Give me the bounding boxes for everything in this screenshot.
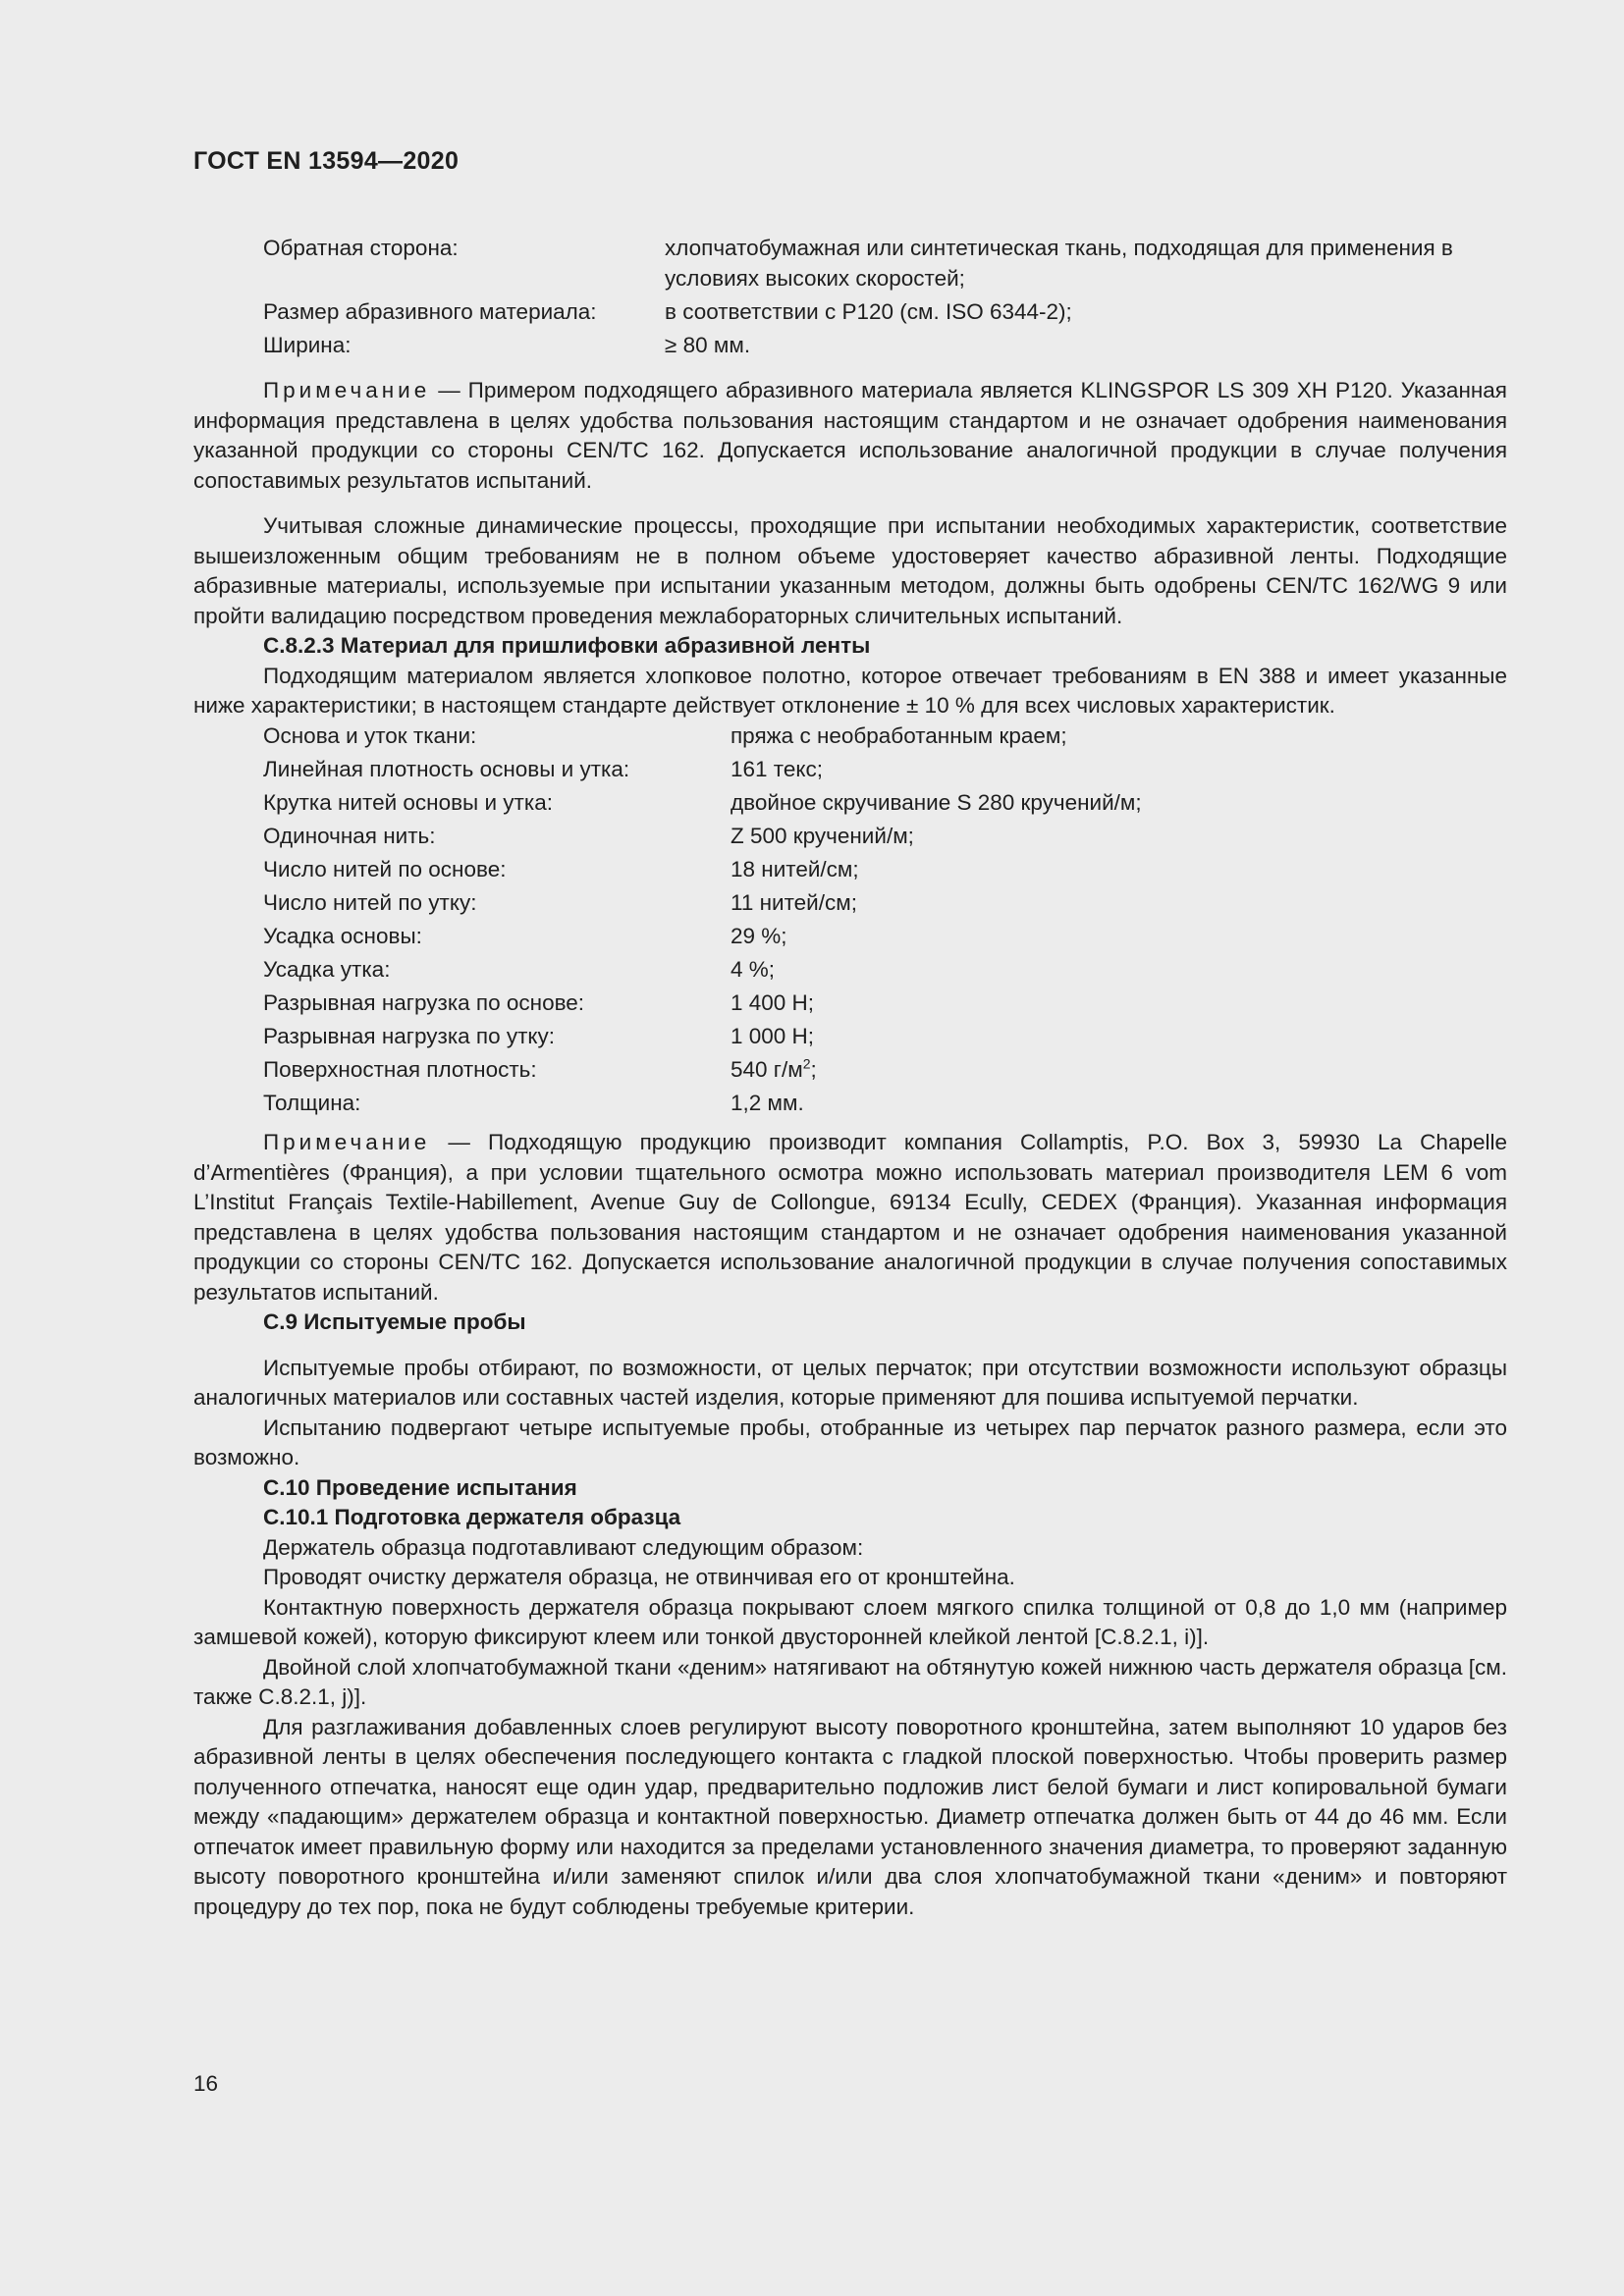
note-text: — Примером подходящего абразивного материала является KLINGSPOR LS 309 XH P120. Указанная информация представлена в целях удобства пользования настоящим стандартом и не означает одобрения наименования указанной продукции со стороны CEN/TC 162. Допускается использование аналогичной продукции в случае получения сопоставимых результатов испытаний. — [193, 378, 1507, 493]
spec-key: Поверхностная плотность: — [263, 1056, 537, 1082]
spec-key: Обратная сторона: — [263, 236, 459, 260]
spec-value: двойное скручивание S 280 кручений/м; — [731, 789, 1142, 815]
spec-value: хлопчатобумажная или синтетическая ткань, подходящая для применения в условиях высоких скоростей; — [665, 236, 1453, 291]
spec-key: Основа и уток ткани: — [263, 722, 477, 748]
value-text: 540 г/м — [731, 1056, 803, 1082]
spec-key: Разрывная нагрузка по утку: — [263, 1023, 556, 1048]
section-heading-c10: С.10 Проведение испытания — [263, 1474, 577, 1500]
spec-key: Разрывная нагрузка по основе: — [263, 989, 585, 1015]
section-text-c101-4: Двойной слой хлопчатобумажной ткани «деним» натягивают на обтянутую кожей нижнюю часть держателя образца [см. также С.8.2.1, j)]. — [193, 1654, 1507, 1709]
spec-key: Крутка нитей основы и утка: — [263, 789, 553, 815]
page-content — [193, 234, 1507, 1922]
spec-value: в соответствии с Р120 (см. ISO 6344-2); — [665, 298, 1072, 324]
spec-value: 11 нитей/см; — [731, 889, 857, 915]
spec-value: 29 %; — [731, 923, 787, 948]
note-abrasive — [193, 376, 1507, 496]
spec-key: Усадка основы: — [263, 923, 422, 948]
note-label: Примечание — [263, 378, 431, 402]
spec-key: Число нитей по утку: — [263, 889, 477, 915]
spec-key: Усадка утка: — [263, 956, 391, 982]
section-heading-c823: С.8.2.3 Материал для пришлифовки абразивной ленты — [263, 633, 871, 658]
spec-value: ≥ 80 мм. — [665, 332, 751, 357]
note-producer — [193, 1128, 1507, 1308]
spec-value: 18 нитей/см; — [731, 856, 859, 881]
spec-value: 1,2 мм. — [731, 1090, 804, 1115]
spec-value: пряжа с необработанным краем; — [731, 722, 1067, 748]
section-text-c9-1: Испытуемые пробы отбирают, по возможности, от целых перчаток; при отсутствии возможности используют образцы аналогичных материалов или составных частей изделия, которые применяют для пошива испытуемой перчатки. — [193, 1355, 1507, 1410]
note-text: — Подходящую продукцию производит компания Collamptis, P.O. Box 3, 59930 La Chapelle d’Armentières (Франция), а при условии тщательного осмотра можно использовать материал производителя LEM 6 vom L’Institut Français Textile-Habillement, Avenue Guy de Collongue, 69134 Ecully, CEDEX (Франция). Указанная информация представлена в целях удобства пользования настоящим стандартом и не означает одобрения наименования указанной продукции со стороны CEN/TC 162. Допускается использование аналогичной продукции в случае получения сопоставимых результатов испытаний. — [193, 1130, 1507, 1305]
spec-value: 1 000 Н; — [731, 1023, 815, 1048]
section-heading-c101: С.10.1 Подготовка держателя образца — [263, 1505, 681, 1529]
value-suffix: ; — [810, 1056, 817, 1082]
backing-spec-list — [263, 234, 1507, 360]
spec-value: 1 400 Н; — [731, 989, 815, 1015]
section-text-c101-5: Для разглаживания добавленных слоев регулируют высоту поворотного кронштейна, затем выполняют 10 ударов без абразивной ленты в целях обеспечения последующего контакта с гладкой плоской поверхностью. Чтобы проверить размер полученного отпечатка, наносят еще один удар, предварительно подложив лист белой бумаги и лист копировальной бумаги между «падающим» держателем образца и контактной поверхностью. Диаметр отпечатка должен быть от 44 до 46 мм. Если отпечаток имеет правильную форму или находится за пределами установленного значения диаметра, то проверяют заданную высоту поворотного кронштейна и/или заменяют спилок и/или два слоя хлопчатобумажной ткани «деним» и повторяют процедуру до тех пор, пока не будут соблюдены требуемые критерии. — [193, 1714, 1507, 1919]
spec-key: Линейная плотность основы и утка: — [263, 756, 630, 781]
superscript: 2 — [802, 1055, 811, 1071]
document-header: ГОСТ EN 13594—2020 — [193, 147, 460, 175]
spec-value — [731, 1055, 1507, 1086]
spec-value: 4 %; — [731, 956, 776, 982]
fabric-spec-list — [263, 721, 1507, 1119]
section-text-c101-1: Держатель образца подготавливают следующим образом: — [263, 1534, 864, 1560]
spec-key: Размер абразивного материала: — [263, 298, 597, 324]
section-text-c101-3: Контактную поверхность держателя образца покрывают слоем мягкого спилка толщиной от 0,8 до 1,0 мм (например замшевой кожей), которую фиксируют клеем или тонкой двусторонней клейкой лентой [С.8.2.1, i)]. — [193, 1594, 1507, 1649]
spec-key: Ширина: — [263, 332, 352, 357]
section-text-c823: Подходящим материалом является хлопковое полотно, которое отвечает требованиям в EN 388 и имеет указанные ниже характеристики; в настоящем стандарте действует отклонение ± 10 % для всех числовых характеристик. — [193, 663, 1507, 718]
section-text-c101-2: Проводят очистку держателя образца, не отвинчивая его от кронштейна. — [263, 1565, 1015, 1589]
section-text-c9-2: Испытанию подвергают четыре испытуемые пробы, отобранные из четырех пар перчаток разного размера, если это возможно. — [193, 1415, 1507, 1469]
page-number: 16 — [193, 2071, 219, 2096]
spec-key: Толщина: — [263, 1090, 361, 1115]
paragraph-dynamic-processes: Учитывая сложные динамические процессы, проходящие при испытании необходимых характеристик, соответствие вышеизложенным общим требованиям не в полном объеме удостоверяет качество абразивной ленты. Подходящие абразивные материалы, используемые при испытании указанным методом, должны быть одобрены CEN/TC 162/WG 9 или пройти валидацию посредством проведения межлабораторных сличительных испытаний. — [193, 513, 1507, 628]
note-label: Примечание — [263, 1130, 431, 1154]
section-heading-c9: С.9 Испытуемые пробы — [263, 1309, 526, 1334]
spec-value: 161 текс; — [731, 756, 823, 781]
spec-key: Одиночная нить: — [263, 823, 436, 848]
spec-value: Z 500 кручений/м; — [731, 823, 914, 848]
spec-key: Число нитей по основе: — [263, 856, 507, 881]
